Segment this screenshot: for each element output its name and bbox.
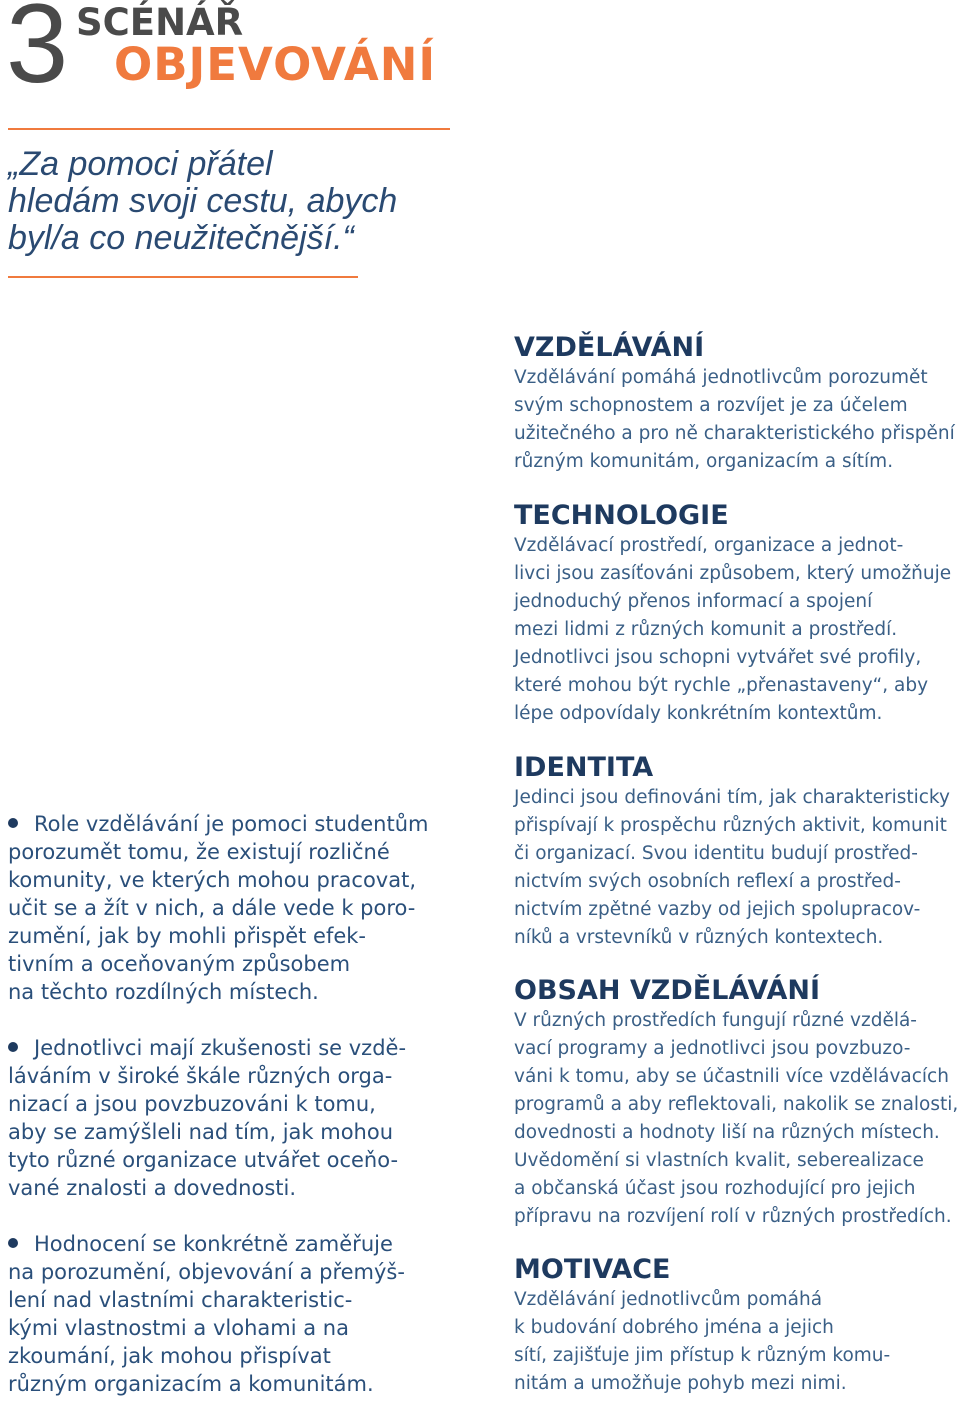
bullet-line: tyto různé organizace utvářet oceňo-	[8, 1148, 399, 1172]
bullet-line: Role vzdělávání je pomoci studentům	[8, 810, 458, 838]
section-line: váni k tomu, aby se účastnili více vzdělávacích	[514, 1066, 949, 1087]
scenario-kicker: SCÉNÁŘ	[76, 1, 244, 44]
section-line: Uvědomění si vlastních kvalit, seberealizace	[514, 1150, 924, 1171]
scenario-title: OBJEVOVÁNÍ	[114, 38, 437, 91]
section-line: svým schopnostem a rozvíjet je za účelem	[514, 395, 908, 416]
bullet-line: aby se zamýšleli nad tím, jak mohou	[8, 1120, 394, 1144]
scenario-number: 3	[6, 0, 67, 106]
bullet-line: nizací a jsou povzbuzováni k tomu,	[8, 1092, 376, 1116]
quote-line: byl/a co neužitečnější.“	[8, 219, 354, 257]
section-body	[514, 364, 955, 476]
section-line: přípravu na rozvíjení rolí v různých prostředích.	[514, 1206, 952, 1227]
section-line: a občanská účast jsou rozhodující pro jejich	[514, 1178, 916, 1199]
bullet-line: různým organizacím a komunitám.	[8, 1372, 374, 1396]
bullet-line: Jednotlivci mají zkušenosti se vzdě-	[8, 1034, 458, 1062]
section-line: Vzdělávání jednotlivcům pomáhá	[514, 1289, 823, 1310]
bullet-line: na porozumění, objevování a přemýš-	[8, 1260, 405, 1284]
bullet-icon	[8, 1042, 18, 1052]
section-identita	[514, 754, 950, 952]
bullet-line: zumění, jak by mohli přispět efek-	[8, 924, 367, 948]
section-line: různým komunitám, organizacím a sítím.	[514, 451, 894, 472]
section-body	[514, 532, 951, 728]
quote-line: hledám svoji cestu, abych	[8, 182, 398, 220]
bullet-line: lení nad vlastními charakteristic-	[8, 1288, 353, 1312]
section-line: užitečného a pro ně charakteristického přispění	[514, 423, 955, 444]
bullet-line: komunity, ve kterých mohou pracovat,	[8, 868, 416, 892]
section-line: níků a vrstevníků v různých kontextech.	[514, 927, 884, 948]
bullet-item-experience	[8, 1034, 458, 1202]
section-line: livci jsou zasíťováni způsobem, který umožňuje	[514, 563, 952, 584]
bullet-item-assessment	[8, 1230, 458, 1398]
section-vzdelavani	[514, 334, 955, 476]
section-title: VZDĚLÁVÁNÍ	[514, 332, 705, 363]
bullet-line: učit se a žít v nich, a dále vede k poro-	[8, 896, 416, 920]
section-line: Jedinci jsou definováni tím, jak charakteristicky	[514, 787, 950, 808]
section-title: TECHNOLOGIE	[514, 500, 729, 531]
bullet-line: láváním v široké škále různých orga-	[8, 1064, 393, 1088]
section-line: vací programy a jednotlivci jsou povzbuzo-	[514, 1038, 911, 1059]
section-title: IDENTITA	[514, 752, 654, 783]
section-line: programů a aby reflektovali, nakolik se znalosti,	[514, 1094, 959, 1115]
section-line: nictvím zpětné vazby od jejich spolupracov-	[514, 899, 921, 920]
header-divider	[8, 128, 450, 130]
section-body	[514, 784, 950, 952]
quote-line: „Za pomoci přátel	[8, 145, 273, 183]
scenario-quote	[8, 146, 448, 257]
bullet-line: vané znalosti a dovednosti.	[8, 1176, 297, 1200]
section-line: které mohou být rychle „přenastaveny“, aby	[514, 675, 929, 696]
bullet-item-role	[8, 810, 458, 1006]
section-line: sítí, zajišťuje jim přístup k různým komu-	[514, 1345, 891, 1366]
section-line: nitám a umožňuje pohyb mezi nimi.	[514, 1373, 847, 1394]
section-motivace	[514, 1256, 890, 1398]
bullet-line: Hodnocení se konkrétně zaměřuje	[8, 1230, 458, 1258]
bullet-line: tivním a oceňovaným způsobem	[8, 952, 351, 976]
section-line: Vzdělávací prostředí, organizace a jednot-	[514, 535, 904, 556]
section-technologie	[514, 502, 951, 728]
section-obsah-vzdelavani	[514, 977, 958, 1231]
section-line: Vzdělávání pomáhá jednotlivcům porozumět	[514, 367, 928, 388]
section-line: mezi lidmi z různých komunit a prostředí.	[514, 619, 898, 640]
section-line: Jednotlivci jsou schopni vytvářet své profily,	[514, 647, 922, 668]
section-title: MOTIVACE	[514, 1254, 671, 1285]
section-title: OBSAH VZDĚLÁVÁNÍ	[514, 975, 821, 1006]
section-body	[514, 1286, 890, 1398]
bullet-line: na těchto rozdílných místech.	[8, 980, 319, 1004]
bullet-icon	[8, 818, 18, 828]
section-line: dovednosti a hodnoty liší na různých místech.	[514, 1122, 940, 1143]
quote-divider	[8, 276, 358, 278]
section-line: V různých prostředích fungují různé vzdělá-	[514, 1010, 917, 1031]
section-line: k budování dobrého jména a jejich	[514, 1317, 834, 1338]
bullet-icon	[8, 1238, 18, 1248]
section-line: nictvím svých osobních reflexí a prostřed-	[514, 871, 901, 892]
section-line: jednoduchý přenos informací a spojení	[514, 591, 873, 612]
section-line: lépe odpovídaly konkrétním kontextům.	[514, 703, 883, 724]
bullet-line: kými vlastnostmi a vlohami a na	[8, 1316, 349, 1340]
section-line: či organizací. Svou identitu budují prostřed-	[514, 843, 918, 864]
section-line: přispívají k prospěchu různých aktivit, komunit	[514, 815, 947, 836]
bullet-line: zkoumání, jak mohou přispívat	[8, 1344, 331, 1368]
section-body	[514, 1007, 958, 1231]
bullet-line: porozumět tomu, že existují rozličné	[8, 840, 390, 864]
